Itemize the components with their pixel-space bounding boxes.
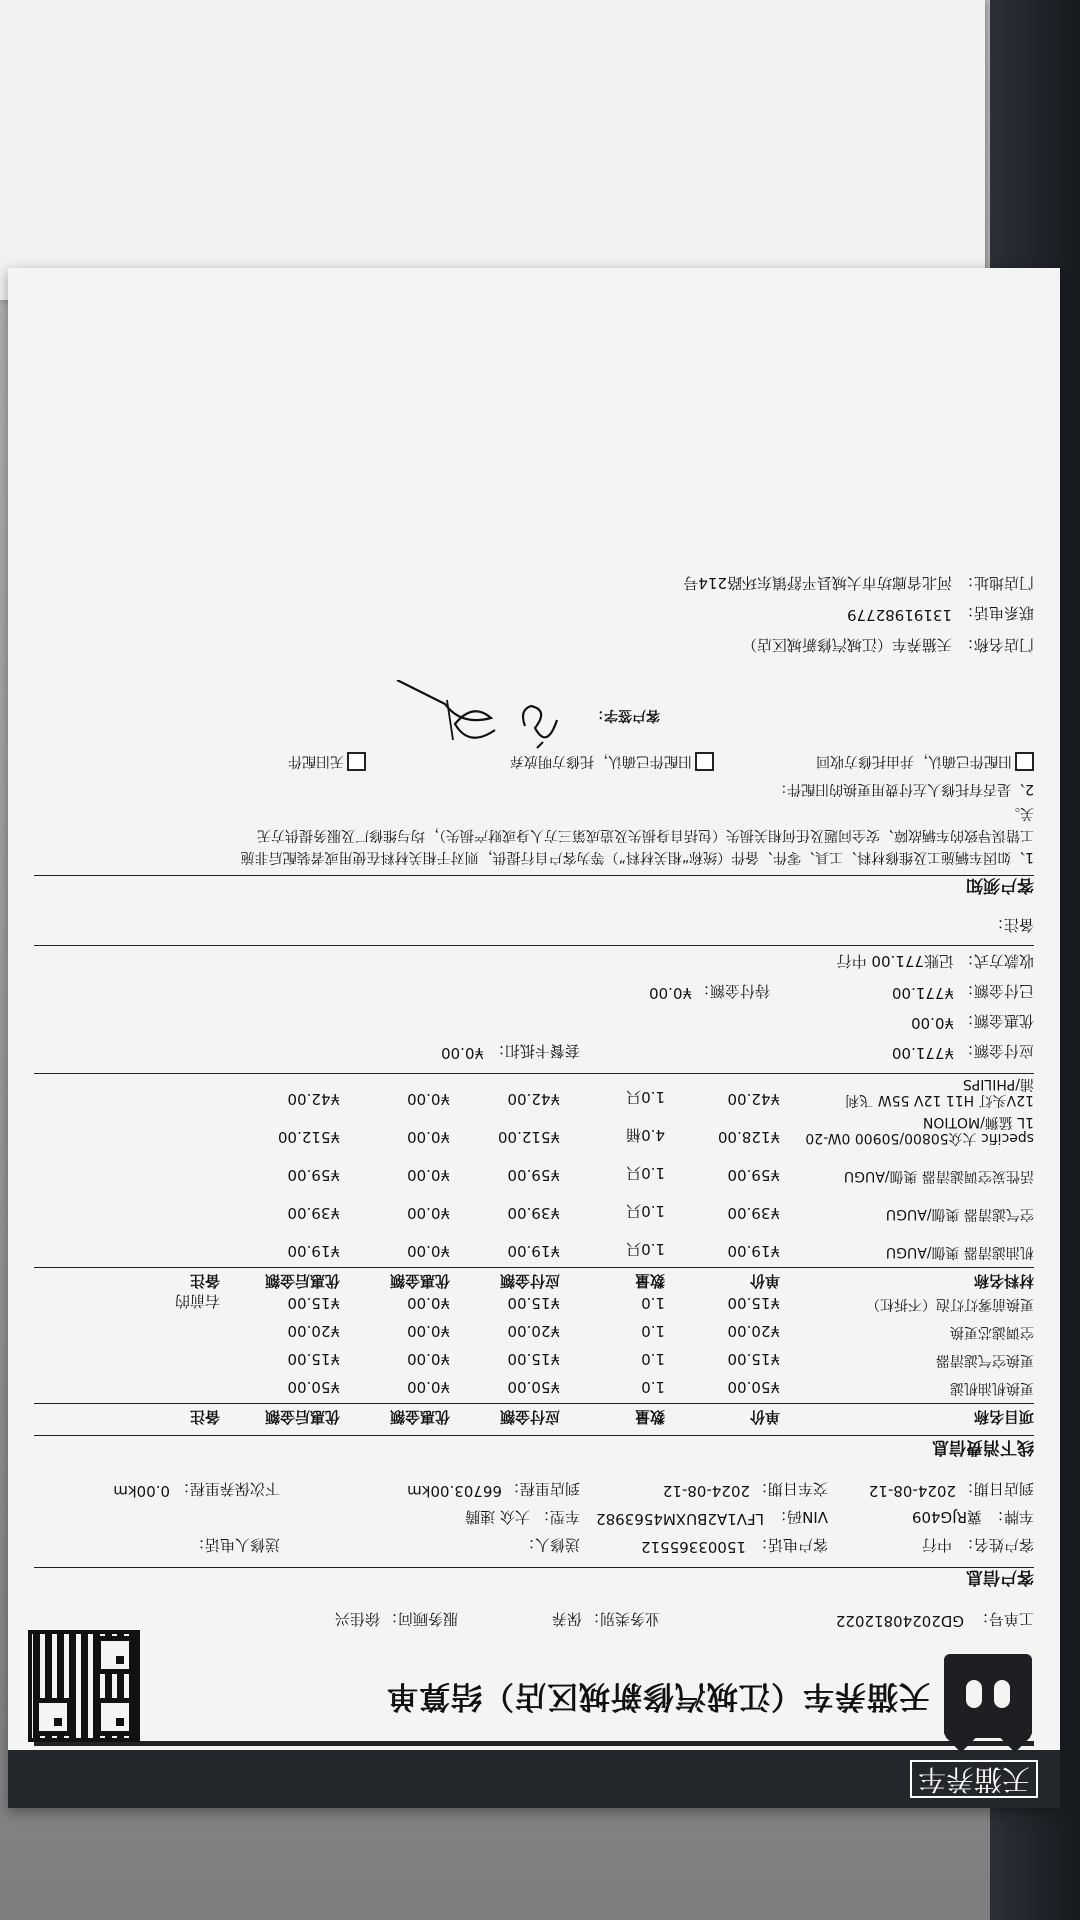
advisor-label: 服务顾问： bbox=[382, 1610, 458, 1628]
orders-row-3-col-2: 1.0 bbox=[641, 1294, 665, 1312]
materials-row-3-col-0: specific 大众50800/50900 0W-20 1L 猛狮/MOTION bbox=[805, 1114, 1034, 1146]
materials-row-3-col-3: ¥512.00 bbox=[497, 1128, 560, 1146]
biz-type-label: 业务类别： bbox=[584, 1610, 660, 1628]
receipt-content-rotated bbox=[8, 268, 1060, 1808]
card-deduct-label: 套餐卡抵扣： bbox=[489, 1042, 580, 1060]
order-no: GD20240812022 bbox=[835, 1612, 964, 1630]
arrive-date: 2024-08-12 bbox=[868, 1482, 956, 1500]
materials-header-6: 备注 bbox=[189, 1272, 220, 1290]
brand-bar bbox=[8, 1750, 1060, 1808]
option-label-1: 旧配件已确认，并由托修方收回 bbox=[816, 753, 1012, 769]
materials-row-0-col-4: ¥0.00 bbox=[407, 1242, 450, 1260]
paid-label: 已付金额： bbox=[958, 982, 1034, 1000]
orders-row-3-col-3: ¥15.00 bbox=[507, 1294, 560, 1312]
pending-label: 待付金额： bbox=[694, 982, 770, 1000]
orders-row-1-col-2: 1.0 bbox=[641, 1350, 665, 1368]
order-no-label: 工单号： bbox=[973, 1610, 1034, 1628]
store-phone-label: 联系电话： bbox=[958, 604, 1034, 622]
notice-section-title: 客户须知 bbox=[966, 875, 1034, 895]
discount-amount: ¥0.00 bbox=[911, 1014, 954, 1032]
materials-row-4-col-4: ¥0.00 bbox=[407, 1090, 450, 1108]
back-paper-sheet bbox=[0, 0, 985, 300]
materials-row-2-col-1: ¥59.00 bbox=[727, 1166, 780, 1184]
notice-line-4: 2、是否有托修人左付费用更换的旧配件： bbox=[773, 781, 1034, 797]
orders-row-3-col-6: 右前的 bbox=[174, 1292, 220, 1310]
arrive-label: 到店日期： bbox=[958, 1480, 1034, 1498]
materials-row-2-col-0: 活性炭空调滤清器 奥伽/AUGU bbox=[843, 1168, 1034, 1184]
sender-phone-label: 送修人电话： bbox=[189, 1536, 280, 1554]
materials-row-4-col-1: ¥42.00 bbox=[727, 1090, 780, 1108]
orders-row-2-col-5: ¥20.00 bbox=[287, 1322, 340, 1340]
paid-amount: ¥771.00 bbox=[891, 984, 954, 1002]
option-label-2: 旧配件已确认，托修方明放弃 bbox=[510, 753, 692, 769]
store-address-label: 门店地址： bbox=[958, 574, 1034, 592]
orders-header-0: 项目名称 bbox=[973, 1408, 1034, 1426]
plate-label: 车牌： bbox=[988, 1508, 1034, 1526]
option-checkbox-2[interactable] bbox=[695, 752, 714, 771]
handwritten-signature bbox=[385, 680, 565, 760]
pending-amount: ¥0.00 bbox=[649, 984, 692, 1002]
orders-row-2-col-3: ¥20.00 bbox=[507, 1322, 560, 1340]
store-address: 河北省廊坊市大城县平舒镇东环路214号 bbox=[683, 574, 952, 592]
payment-method: 记账771.00 中行 bbox=[836, 952, 954, 970]
orders-row-1-col-1: ¥15.00 bbox=[727, 1350, 780, 1368]
materials-row-3-col-1: ¥128.00 bbox=[717, 1128, 780, 1146]
materials-header-4: 优惠金额 bbox=[389, 1272, 450, 1290]
orders-row-0-col-3: ¥50.00 bbox=[507, 1378, 560, 1396]
signature-label: 客户签字： bbox=[590, 707, 660, 723]
materials-row-1-col-5: ¥39.00 bbox=[287, 1204, 340, 1222]
orders-header-3: 应付金额 bbox=[499, 1408, 560, 1426]
biz-type: 保养 bbox=[551, 1610, 582, 1628]
materials-header-2: 数量 bbox=[634, 1272, 665, 1290]
orders-row-1-col-3: ¥15.00 bbox=[507, 1350, 560, 1368]
vin-label: VIN码： bbox=[772, 1508, 828, 1526]
receipt-sheet bbox=[8, 268, 1060, 1808]
notice-line-1: 1、如因车辆施工及维修材料、工具、零件、备件（统称“相关材料”）等为客户自行提供，则对于相关材料在使用或者装配后非施 bbox=[240, 849, 1034, 865]
materials-row-1-col-3: ¥39.00 bbox=[507, 1204, 560, 1222]
orders-header-rule bbox=[34, 1403, 1034, 1404]
notice-line-3: 关。 bbox=[1006, 805, 1034, 821]
orders-header-1: 单价 bbox=[749, 1408, 780, 1426]
orders-row-0-col-2: 1.0 bbox=[641, 1378, 665, 1396]
card-deduct-amount: ¥0.00 bbox=[441, 1044, 484, 1062]
materials-header-3: 应付金额 bbox=[499, 1272, 560, 1290]
materials-row-2-col-5: ¥59.00 bbox=[287, 1166, 340, 1184]
materials-row-0-col-3: ¥19.00 bbox=[507, 1242, 560, 1260]
plate: 冀RJG409 bbox=[911, 1508, 982, 1526]
model: 大众 速腾 bbox=[465, 1508, 530, 1526]
materials-row-2-col-4: ¥0.00 bbox=[407, 1166, 450, 1184]
remark-label: 备注： bbox=[988, 916, 1034, 934]
customer-name-label: 客户姓名： bbox=[958, 1536, 1034, 1554]
customer-phone-label: 客户电话： bbox=[752, 1536, 828, 1554]
materials-row-0-col-0: 机油滤清器 奥伽/AUGU bbox=[885, 1244, 1034, 1260]
option-checkbox-1[interactable] bbox=[1015, 752, 1034, 771]
materials-row-3-col-4: ¥0.00 bbox=[407, 1128, 450, 1146]
store-name-label: 门店名称： bbox=[958, 636, 1034, 654]
store-phone: 13191982779 bbox=[847, 606, 952, 624]
materials-row-0-col-2: 1.0只 bbox=[626, 1240, 665, 1258]
brand-tag: 天猫养车 bbox=[910, 1760, 1038, 1798]
mileage-label: 到店里程： bbox=[504, 1480, 580, 1498]
materials-row-1-col-4: ¥0.00 bbox=[407, 1204, 450, 1222]
payable-label: 应付金额： bbox=[958, 1042, 1034, 1060]
materials-row-2-col-2: 1.0只 bbox=[626, 1164, 665, 1182]
notice-rule bbox=[34, 875, 1034, 876]
materials-row-2-col-3: ¥59.00 bbox=[507, 1166, 560, 1184]
orders-row-0-col-4: ¥0.00 bbox=[407, 1378, 450, 1396]
materials-row-4-col-2: 1.0只 bbox=[626, 1088, 665, 1106]
materials-row-4-col-3: ¥42.00 bbox=[507, 1090, 560, 1108]
materials-header-1: 单价 bbox=[749, 1272, 780, 1290]
customer-rule bbox=[34, 1567, 1034, 1568]
orders-row-2-col-0: 空调滤芯更换 bbox=[950, 1324, 1034, 1340]
orders-header-5: 优惠后金额 bbox=[264, 1408, 340, 1426]
option-label-3: 无旧配件 bbox=[288, 753, 344, 769]
orders-row-0-col-0: 更换机油机滤 bbox=[950, 1380, 1034, 1396]
materials-row-4-col-5: ¥42.00 bbox=[287, 1090, 340, 1108]
discount-label: 优惠金额： bbox=[958, 1012, 1034, 1030]
customer-section-title: 客户信息 bbox=[966, 1567, 1034, 1587]
materials-header-5: 优惠后金额 bbox=[264, 1272, 340, 1290]
orders-row-1-col-4: ¥0.00 bbox=[407, 1350, 450, 1368]
notice-line-2: 工错误导致的车辆故障、安全问题及任何相关损失（包括自身损失及造成第三方人身或财产损失），均与维修厂及服务提供方无 bbox=[257, 827, 1034, 843]
deliver-date: 2024-08-12 bbox=[662, 1482, 750, 1500]
payment-method-label: 收款方式： bbox=[958, 952, 1034, 970]
materials-header-rule bbox=[34, 1267, 1034, 1268]
remark-rule bbox=[34, 945, 1034, 946]
orders-row-3-col-1: ¥15.00 bbox=[727, 1294, 780, 1312]
advisor: 徐佳兴 bbox=[334, 1610, 380, 1628]
option-checkbox-3[interactable] bbox=[347, 752, 366, 771]
document-title: 天猫养车（江城汽修新城区店）结算单 bbox=[386, 1678, 930, 1714]
orders-row-3-col-4: ¥0.00 bbox=[407, 1294, 450, 1312]
orders-header-6: 备注 bbox=[189, 1408, 220, 1426]
vin: LFV1A2BUXM4563982 bbox=[596, 1510, 764, 1528]
orders-row-2-col-1: ¥20.00 bbox=[727, 1322, 780, 1340]
orders-row-2-col-2: 1.0 bbox=[641, 1322, 665, 1340]
orders-section-title: 线下消费信息 bbox=[932, 1437, 1034, 1457]
materials-row-3-col-5: ¥512.00 bbox=[277, 1128, 340, 1146]
materials-row-3-col-2: 4.0桶 bbox=[626, 1126, 665, 1144]
deliver-label: 交车日期： bbox=[752, 1480, 828, 1498]
materials-row-0-col-1: ¥19.00 bbox=[727, 1242, 780, 1260]
materials-row-1-col-2: 1.0只 bbox=[626, 1202, 665, 1220]
next-mileage-label: 下次保养里程： bbox=[174, 1480, 280, 1498]
sender-label: 送修人： bbox=[519, 1536, 580, 1554]
customer-name: 中行 bbox=[921, 1536, 952, 1554]
materials-row-1-col-0: 空气滤清器 奥伽/AUGU bbox=[885, 1206, 1034, 1222]
tmall-cat-logo-icon bbox=[944, 1654, 1032, 1738]
customer-phone: 15003365512 bbox=[641, 1538, 746, 1556]
orders-row-0-col-5: ¥50.00 bbox=[287, 1378, 340, 1396]
header-rule bbox=[34, 1741, 1034, 1746]
materials-header-0: 材料名称 bbox=[973, 1272, 1034, 1290]
totals-rule bbox=[34, 1073, 1034, 1074]
orders-row-3-col-5: ¥15.00 bbox=[287, 1294, 340, 1312]
model-label: 车型： bbox=[534, 1508, 580, 1526]
orders-rule bbox=[34, 1435, 1034, 1436]
store-name: 天猫养车（江城汽修新城区店） bbox=[741, 636, 952, 654]
orders-row-2-col-4: ¥0.00 bbox=[407, 1322, 450, 1340]
orders-header-2: 数量 bbox=[634, 1408, 665, 1426]
materials-row-0-col-5: ¥19.00 bbox=[287, 1242, 340, 1260]
qr-code-icon bbox=[28, 1630, 140, 1742]
materials-row-1-col-1: ¥39.00 bbox=[727, 1204, 780, 1222]
orders-row-3-col-0: 更换前雾灯灯泡（不拆杠） bbox=[866, 1296, 1034, 1312]
orders-row-0-col-1: ¥50.00 bbox=[727, 1378, 780, 1396]
orders-row-1-col-0: 更换空气滤清器 bbox=[936, 1352, 1034, 1368]
orders-header-4: 优惠金额 bbox=[389, 1408, 450, 1426]
payable-amount: ¥771.00 bbox=[891, 1044, 954, 1062]
next-mileage: 0.00km bbox=[113, 1482, 170, 1500]
orders-row-1-col-5: ¥15.00 bbox=[287, 1350, 340, 1368]
mileage: 66703.00km bbox=[407, 1482, 502, 1500]
materials-row-4-col-0: 12V头灯 H11 12V 55W 飞利浦/PHILIPS bbox=[845, 1076, 1034, 1108]
